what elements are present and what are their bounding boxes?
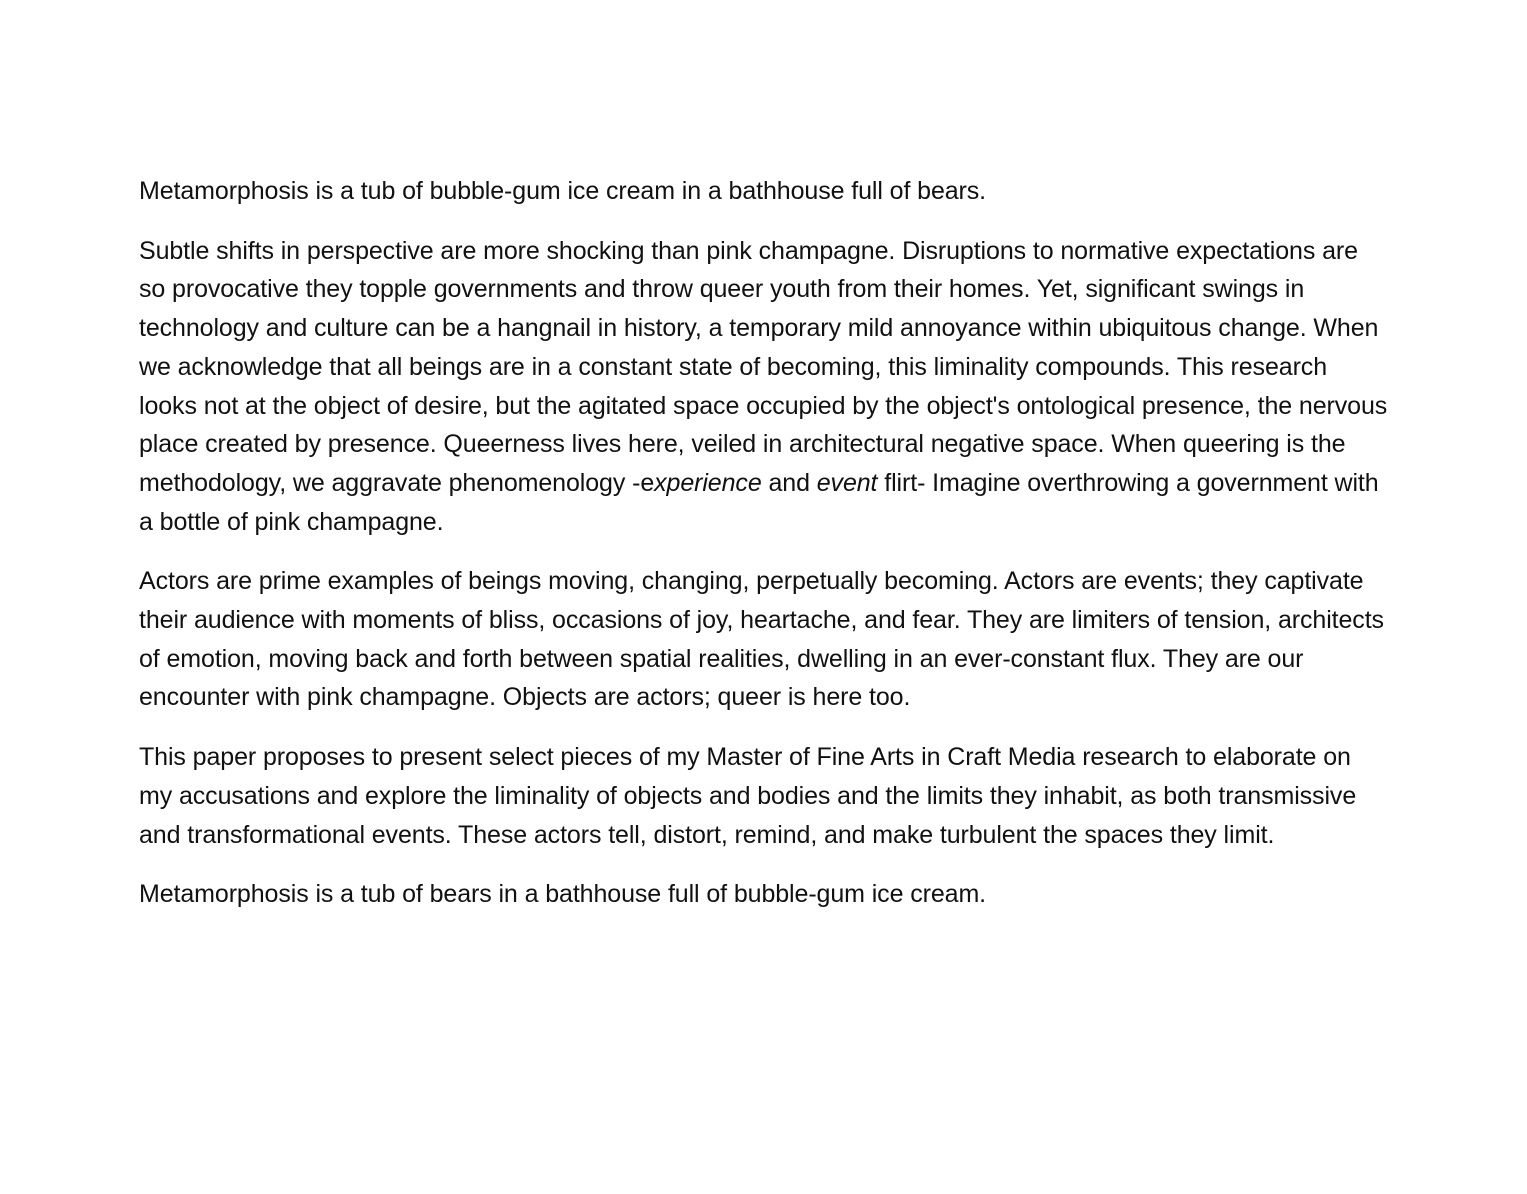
paragraph-proposal: This paper proposes to present select pieces of my Master of Fine Arts in Craft Media research to elaborate on my accusations and explore the liminality of objects and bodies and the limits they inhabit, as both transmissive and transformational events. These actors tell, distort, remind, and make turbulent the spaces they limit. [139, 743, 1357, 849]
paragraph-perspective-text-3: flirt- Imagine overthrowing a government with a bottle of pink champagne. [139, 468, 1379, 536]
paragraph-actors: Actors are prime examples of beings moving, changing, perpetually becoming. Actors are events; they captivate their audience with moments of bliss, occasions of joy, heartache, and fear. They are limiters of tension, architects of emotion, moving back and forth between spatial realities, dwelling in an ever-constant flux. They are our encounter with pink champagne. Objects are actors; queer is here too. [139, 567, 1384, 712]
paragraph-opening: Metamorphosis is a tub of bubble-gum ice cream in a bathhouse full of bears. [139, 177, 987, 205]
italic-experience: xperience [654, 468, 762, 497]
document-body [139, 172, 1389, 935]
italic-event: event [816, 468, 878, 497]
paragraph-perspective-text-2: and [761, 468, 817, 497]
paragraph-closing: Metamorphosis is a tub of bears in a bathhouse full of bubble-gum ice cream. [139, 880, 987, 909]
paragraph-perspective [139, 232, 1389, 542]
paragraph-perspective-text-1: Subtle shifts in perspective are more shocking than pink champagne. Disruptions to normative expectations are so provocative they topple governments and throw queer youth from their homes. Yet, significant swings in technology and culture can be a hangnail in history, a temporary mild annoyance within ubiquitous change. When we acknowledge that all beings are in a constant state of becoming, this liminality compounds. This research looks not at the object of desire, but the agitated space occupied by the object's ontological presence, the nervous place created by presence. Queerness lives here, veiled in architectural negative space. When queering is the methodology, we aggravate phenomenology -e [139, 236, 1388, 497]
